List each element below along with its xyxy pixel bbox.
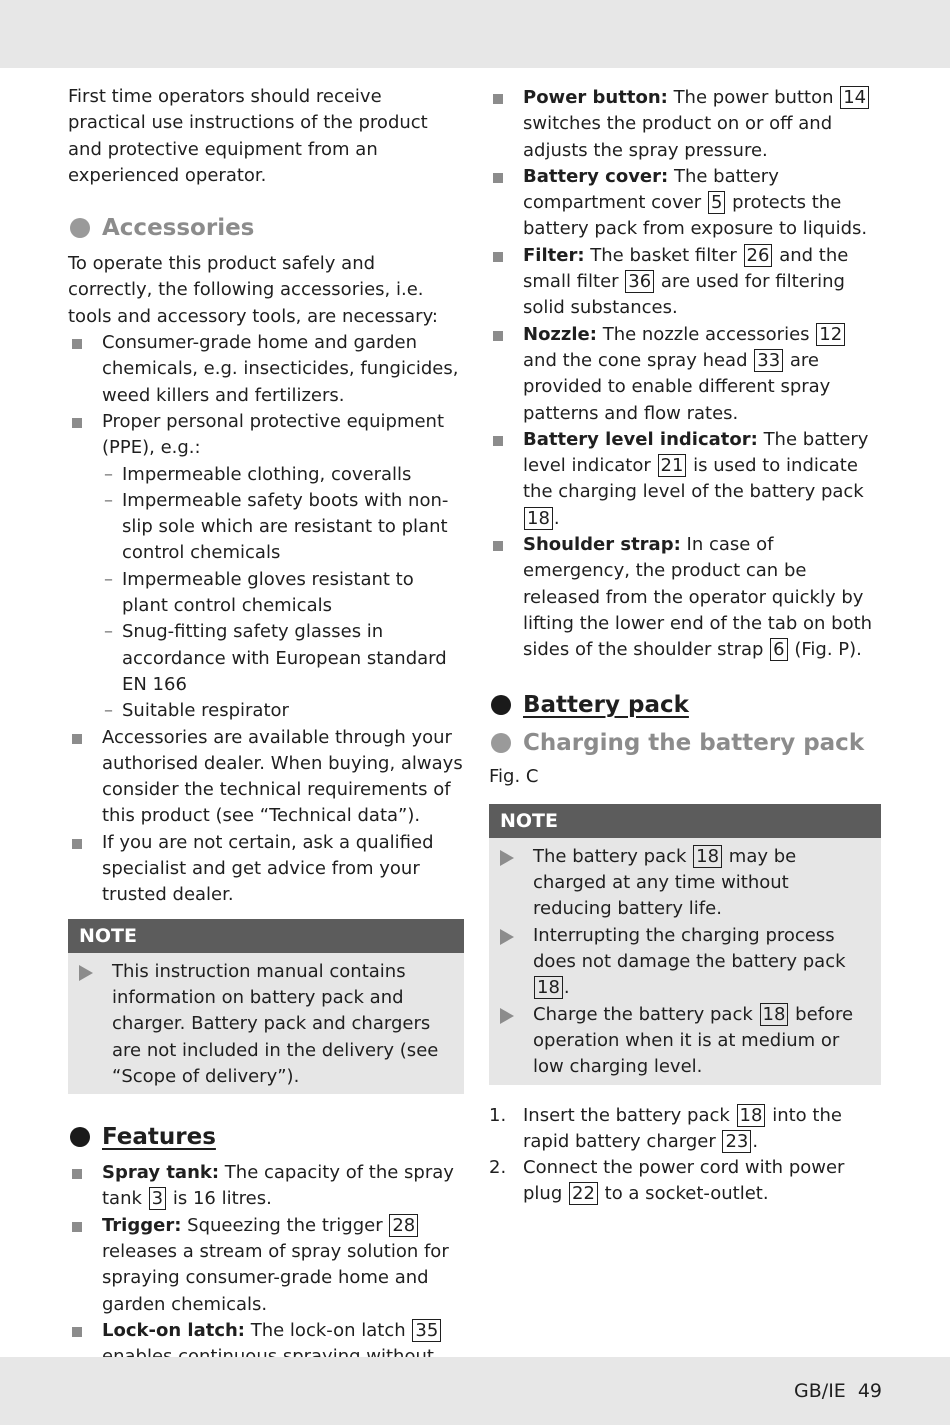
top-bar xyxy=(0,0,950,68)
charging-steps xyxy=(489,1103,881,1208)
note-label: NOTE xyxy=(489,804,881,838)
ref-number: 6 xyxy=(770,638,787,661)
bullet-dot-icon xyxy=(70,1127,90,1147)
note-item: This instruction manual contains information on battery pack and charger. Battery pack and chargers are not included in the delivery (see “Scope of delivery”). xyxy=(68,959,454,1090)
feature-spray-tank: Spray tank: The capacity of the spray tank 3 is 16 litres. xyxy=(68,1160,464,1213)
list-item: Consumer-grade home and garden chemicals, e.g. insecticides, fungicides, weed killers and fertilizers. xyxy=(68,330,464,409)
accessories-list xyxy=(68,330,464,909)
ppe-item: – Impermeable safety boots with non-slip sole which are resistant to plant control chemicals xyxy=(102,488,464,567)
note-item: The battery pack 18 may be charged at any time without reducing battery life. xyxy=(489,844,871,923)
feature-shoulder-strap: Shoulder strap: In case of emergency, the product can be released from the operator quickly by lifting the lower end of the tab on both sides of the shoulder strap 6 (Fig. P). xyxy=(489,532,881,663)
note-item: Charge the battery pack 18 before operation when it is at medium or low charging level. xyxy=(489,1002,871,1081)
list-item: If you are not certain, ask a qualified specialist and get advice from your trusted dealer. xyxy=(68,830,464,909)
ref-number: 36 xyxy=(625,270,654,293)
note-box xyxy=(489,804,881,1085)
feature-nozzle: Nozzle: The nozzle accessories 12 and the cone spray head 33 are provided to enable different spray patterns and flow rates. xyxy=(489,322,881,427)
ref-number: 23 xyxy=(722,1130,751,1153)
ref-number: 18 xyxy=(760,1003,789,1026)
ref-number: 3 xyxy=(149,1187,166,1210)
left-column xyxy=(68,84,464,1397)
feature-filter: Filter: The basket filter 26 and the small filter 36 are used for filtering solid substances. xyxy=(489,243,881,322)
figure-reference: Fig. C xyxy=(489,765,539,787)
ref-number: 18 xyxy=(524,507,553,530)
ppe-item: – Impermeable clothing, coveralls xyxy=(102,462,464,488)
ref-number: 26 xyxy=(744,244,773,267)
charging-heading: Charging the battery pack xyxy=(489,728,881,758)
ref-number: 21 xyxy=(658,454,687,477)
ref-number: 28 xyxy=(389,1214,418,1237)
feature-trigger: Trigger: Squeezing the trigger 28 releases a stream of spray solution for spraying consumer-grade home and garden chemicals. xyxy=(68,1213,464,1318)
note-item: Interrupting the charging process does not damage the battery pack 18 . xyxy=(489,923,871,1002)
ppe-list xyxy=(102,462,464,725)
feature-lock-on-latch: Lock-on latch: The lock-on latch 35 xyxy=(68,1318,464,1397)
ref-number: 14 xyxy=(840,86,869,109)
ref-number: 22 xyxy=(569,1182,598,1205)
ref-number: 12 xyxy=(816,323,845,346)
accessories-heading: Accessories xyxy=(68,213,464,243)
list-item: Proper personal protective equipment (PPE), e.g.: – Impermeable clothing, coveralls – Impermeable safety boots with non-slip sole which are resistant to plant control chemicals – Impermeable gloves resistant to plant control chemicals – Snug-fitting safety glasses in accordance with European standard EN 166 – Suitable respirator xyxy=(68,409,464,725)
ppe-item: – Snug-fitting safety glasses in accordance with European standard EN 166 xyxy=(102,619,464,698)
ref-number: 18 xyxy=(693,845,722,868)
bullet-dot-icon xyxy=(491,695,511,715)
page-footer xyxy=(782,1377,882,1405)
ref-number: 5 xyxy=(708,191,725,214)
ref-number: 18 xyxy=(737,1104,766,1127)
bullet-dot-icon xyxy=(491,733,511,753)
step-item: 1. Insert the battery pack 18 into the rapid battery charger 23 . xyxy=(489,1104,842,1152)
feature-power-button: Power button: The power button 14 switches the product on or off and adjusts the spray pressure. xyxy=(489,85,881,164)
intro-paragraph: First time operators should receive practical use instructions of the product and protective equipment from an experienced operator. xyxy=(68,86,428,186)
bullet-dot-icon xyxy=(70,218,90,238)
feature-battery-level-indicator: Battery level indicator: The battery level indicator 21 is used to indicate the charging level of the battery pack 18 . xyxy=(489,427,881,532)
step-item: 2. Connect the power cord with power plug 22 to a socket-outlet. xyxy=(489,1157,845,1205)
features-heading: Features xyxy=(68,1122,464,1152)
ppe-item: – Impermeable gloves resistant to plant control chemicals xyxy=(102,567,464,620)
list-item: Accessories are available through your authorised dealer. When buying, always consider the technical requirements of this product (see “Technical data”). xyxy=(68,725,464,830)
features-list-right xyxy=(489,85,881,664)
accessories-intro: To operate this product safely and correctly, the following accessories, i.e. tools and accessory tools, are necessary: xyxy=(68,253,438,327)
note-box xyxy=(68,919,464,1094)
page-number: 49 xyxy=(857,1380,882,1402)
note-label: NOTE xyxy=(68,919,464,953)
feature-battery-cover: Battery cover: The battery compartment cover 5 protects the battery pack from exposure to liquids. xyxy=(489,164,881,243)
right-column xyxy=(489,85,881,1208)
ref-number: 18 xyxy=(534,976,563,999)
region-label: GB/IE xyxy=(794,1380,846,1402)
ref-number: 33 xyxy=(754,349,783,372)
battery-pack-heading: Battery pack xyxy=(489,690,881,720)
ref-number: 35 xyxy=(412,1319,441,1342)
ppe-item: – Suitable respirator xyxy=(102,698,464,724)
